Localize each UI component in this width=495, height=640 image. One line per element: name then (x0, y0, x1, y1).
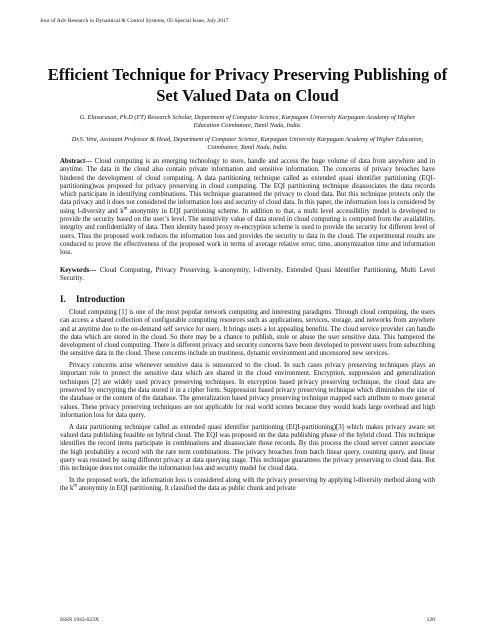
abstract-text-part-2: anonymity in EQI partitioning scheme. In addition to that, a multi level accessibility model is developed to provide the security based on the user’s level. The sensitivity value of data stored in cloud computing is computed from the availability, integrity and confidentiality of data. Then identity based proxy re-encryption scheme is used to provide the security for different level of users. Thus the proposed work reduces the information loss and provides the security to data in the cloud. The experimental results are conduced to prove the effectiveness of the proposed work in terms of average relative error, time, anonymization time and information loss. (60, 207, 435, 257)
section-title: Introduction (76, 294, 125, 304)
section-number: I. (60, 294, 66, 304)
paper-title: Efficient Technique for Privacy Preserving Publishing of Set Valued Data on Cloud (47, 65, 448, 105)
running-head: Jour of Adv Research in Dynamical & Control Systems, 05-Special Issue, July 2017 (40, 18, 229, 24)
intro-p4-part-2: anonymity in EQI partitioning. It classified the data as public chunk and private (78, 485, 296, 493)
keywords (60, 267, 435, 284)
intro-p4-part-1: In the proposed work, the information loss is considered along with the privacy preserving by applying l-diversity method along with the (60, 476, 435, 493)
footer-issn: ISSN 1943-023X (60, 617, 100, 623)
abstract-k-symbol: k (120, 207, 124, 215)
section-heading-introduction (60, 294, 125, 304)
keywords-text: Cloud Computing, Privacy Preserving, k-anonymity, l-diversity, Extended Quasi Identifier Partitioning, Multi Level Security. (60, 267, 435, 283)
author-affiliation-1: G. Elavarasan, Ph.D (FT) Research Scholar, Department of Computer Science, Karpagam University Karpagam Academy of Higher Education Coimbatore, Tamil Nadu, India. (79, 114, 416, 129)
abstract (60, 158, 435, 258)
intro-paragraph-3: A data partitioning technique called as extended quasi identifier partitioning (EQI-partitioning)[3] which makes privacy aware set valued data publishing feasible on hybrid cloud. The EQI was proposed on the data publishing phase of the hybrid cloud. This technique identifies the record items participate in combinations and disassociate those records. By this process the cloud server cannot associate the high probability a record with the rare term combinations. The privacy breaches from batch linear query, counting query, and linear query was resisted by using different privacy at data querying stage. This technique guarantees the privacy preserving to cloud data. But this technique does not consider the information loss and security model for cloud data. (60, 423, 435, 473)
abstract-label: Abstract--- (60, 158, 93, 165)
keywords-label: Keywords--- (60, 267, 97, 274)
intro-p4-k-symbol: k (70, 485, 74, 493)
intro-paragraph-4 (60, 477, 435, 494)
footer-page-number: 120 (426, 617, 435, 623)
intro-p4-k-superscript: m (73, 483, 78, 489)
introduction-body (60, 309, 435, 497)
author-affiliation-2: Dr.S. Veni, Assistant Professor & Head, Department of Computer Science, Karpagam University Karpagam Academy of Higher Education, Coimbatore, Tamil Nadu, India. (71, 136, 424, 151)
intro-paragraph-2: Privacy concerns arise whenever sensitive data is outsourced to the cloud. In such cases privacy preserving techniques plays an important role to protect the sensitive data which are shared in the cloud environment. Encryption, suppression and generalization techniques [2] are widely used privacy preserving techniques. In encryption based privacy preserving technique, the cloud data are preserved by encrypting the data stored it in a cipher form. Suppression based privacy preserving technique which diminishes the size of the database or the content of the database. The generalization based privacy preserving technique mapped each attribute to more general values. These privacy preserving techniques are not applicable for real world scenes because they would leads large overhead and high information loss for data query. (60, 362, 435, 419)
abstract-text-part-1: Cloud computing is an emerging technology to store, handle and access the huge volume of data from anywhere and in anytime. The data in the cloud also contain private information and sensitive information. The concerns of privacy breaches have hindered the development of cloud computing. A data partitioning technique called as extended quasi identifier partitioning (EQI-partitioning)was proposed for privacy preserving in cloud computing. The EQI partitioning technique disassociates the data records which participate in identifying combinations. This technique guaranteed the privacy to cloud data. But this technique protects only the data privacy and it does not considered the information loss and security of cloud data. In this paper, the information loss is considered by using l-diversity and (60, 158, 435, 215)
intro-paragraph-1: Cloud computing [1] is one of the most popular network computing and interesting paradigms. Through cloud computing, the users can access a shared collection of configurable computing resources such as applications, services, storage, and networks from anywhere and at anytime due to the on-demand self service for users. It brings users a lot appealing benefits. The cloud service provider can handle the data which are stored in the cloud. So there may be a chance to publish, stole or abuse the user sensitive data. This hampered the development of cloud computing. There is different privacy and security concerns have been developed to prevent users from subscribing the sensitive data in the cloud. These concerns include un trustiness, dynamic environment and uncensored new services. (60, 309, 435, 358)
abstract-k-superscript: m (123, 206, 128, 212)
